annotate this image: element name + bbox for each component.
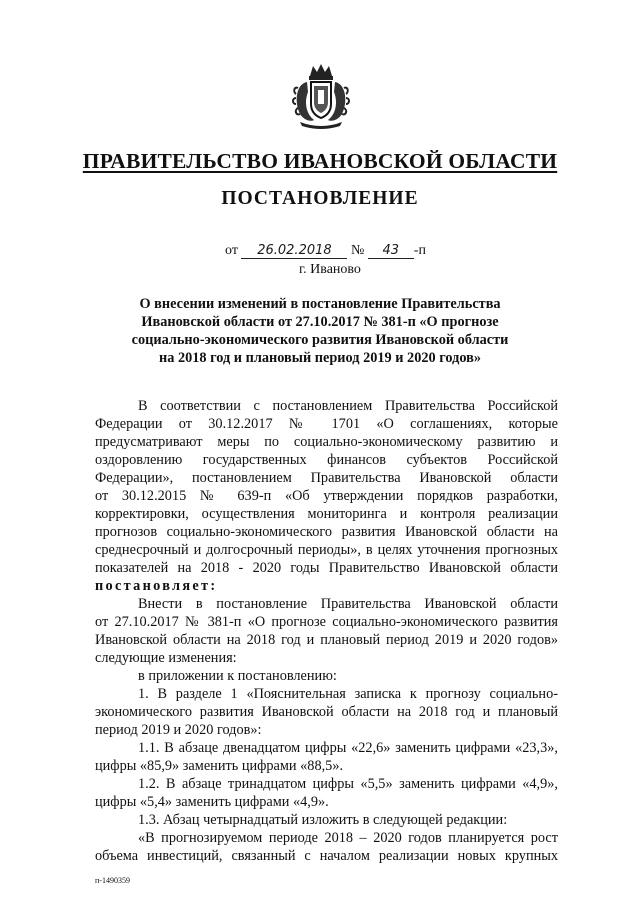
body-line: Федерации от 30.12.2017 № 1701 «О соглашениях, которые [95, 416, 558, 432]
date-number-line [225, 243, 426, 259]
body-line: 1. В разделе 1 «Пояснительная записка к прогнозу социально- [138, 686, 558, 702]
subject-line: О внесении изменений в постановление Правительства [139, 296, 501, 312]
body-line: экономического развития Ивановской области на 2018 год и плановый [95, 704, 558, 720]
number-sign: № [350, 243, 365, 258]
body-line: 1.2. В абзаце тринадцатом цифры «5,5» заменить цифрами «4,9», [138, 776, 558, 792]
body-line: объема инвестиций, связанный с началом реализации новых крупных [95, 848, 558, 864]
body-line: от 27.10.2017 № 381-п «О прогнозе социально-экономического развития [95, 614, 558, 630]
body-line: предусматривают меры по социально-экономическому развитию и [95, 434, 558, 450]
body-line: показателей на 2018 - 2020 годы Правительство Ивановской области [95, 560, 558, 576]
body-line: период 2019 и 2020 годов»: [95, 722, 262, 738]
body-line: в приложении к постановлению: [138, 668, 337, 684]
city-name: г. Иваново [299, 262, 361, 277]
subject-line: на 2018 год и плановый период 2019 и 2020 годов» [159, 350, 481, 366]
body-line: следующие изменения: [95, 650, 237, 666]
document-body [95, 397, 558, 865]
body-line: 1.1. В абзаце двенадцатом цифры «22,6» заменить цифрами «23,3», [138, 740, 558, 756]
date-prefix: от [225, 243, 238, 258]
body-line: 1.3. Абзац четырнадцатый изложить в следующей редакции: [138, 812, 508, 828]
number-suffix: -п [413, 243, 426, 258]
date-field: 26.02.2018 [241, 244, 347, 259]
document-subject [100, 295, 540, 367]
body-line: среднесрочный и долгосрочный периоды», в целях уточнения прогнозных [95, 542, 558, 558]
subject-line: социально-экономического развития Ивановской области [131, 332, 509, 348]
government-title: ПРАВИТЕЛЬСТВО ИВАНОВСКОЙ ОБЛАСТИ [82, 149, 558, 173]
subject-line: Ивановской области от 27.10.2017 № 381-п «О прогнозе [141, 314, 499, 330]
document-code: п-1490359 [95, 876, 130, 885]
body-line: оздоровлению государственных финансов субъектов Российской [95, 452, 558, 468]
coat-of-arms-emblem [292, 62, 350, 132]
body-line: Внести в постановление Правительства Ивановской области [138, 596, 558, 612]
body-line: Ивановской области на 2018 год и плановый период 2019 и 2020 годов» [95, 632, 558, 648]
body-line-resolves: постановляет: [95, 578, 218, 594]
body-line: от 30.12.2015 № 639-п «Об утверждении порядков разработки, [95, 488, 558, 504]
body-line: прогнозов социально-экономического развития Ивановской области на [95, 524, 558, 540]
document-type-title: ПОСТАНОВЛЕНИЕ [221, 188, 419, 209]
body-line: Федерации», постановлением Правительства Ивановской области [95, 470, 558, 486]
number-field: 43 [368, 244, 414, 259]
body-line: «В прогнозируемом периоде 2018 – 2020 годов планируется рост [138, 830, 558, 846]
body-line: цифры «5,4» заменить цифрами «4,9». [95, 794, 329, 810]
body-line: цифры «85,9» заменить цифрами «88,5». [95, 758, 344, 774]
body-line: В соответствии с постановлением Правительства Российской [138, 398, 558, 414]
body-line: корректировки, осуществления мониторинга и контроля реализации [95, 506, 558, 522]
